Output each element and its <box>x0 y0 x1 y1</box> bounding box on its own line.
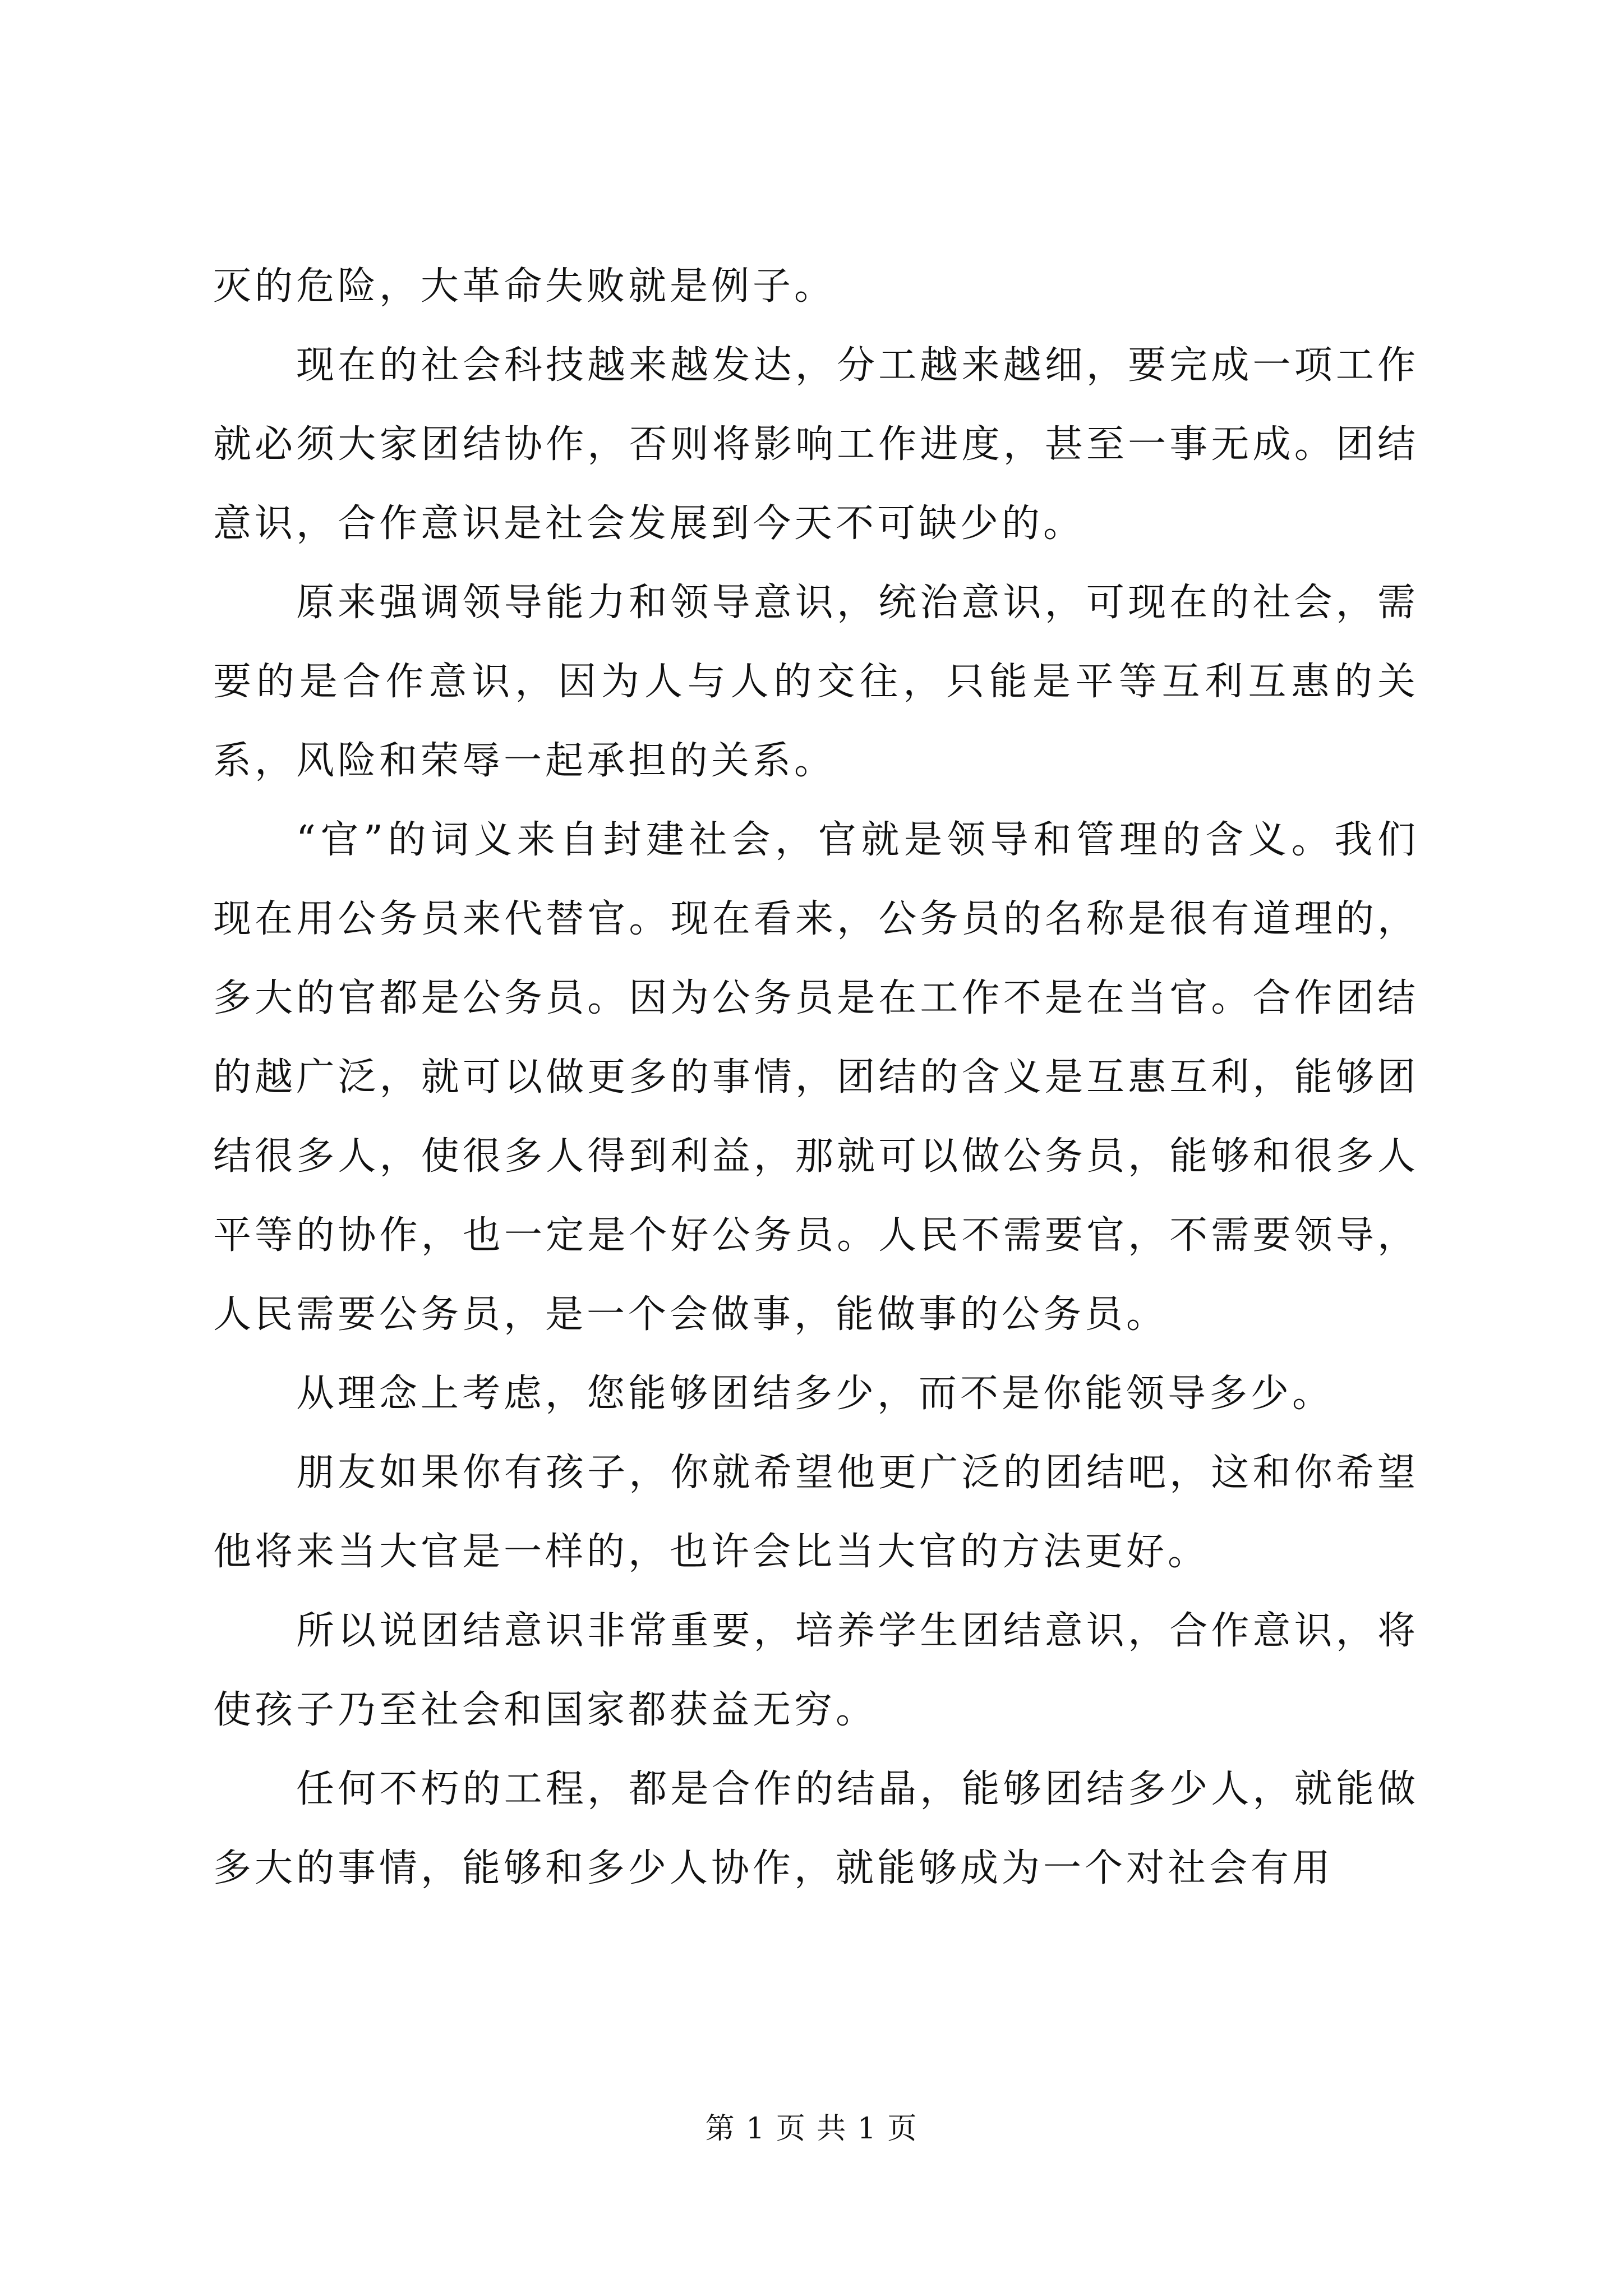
paragraph-2: 现在的社会科技越来越发达，分工越来越细，要完成一项工作就必须大家团结协作，否则将影响工作进度，甚至一事无成。团结意识，合作意识是社会发展到今天不可缺少的。 <box>213 343 1419 546</box>
paragraph-8: 任何不朽的工程，都是合作的结晶，能够团结多少人，就能做多大的事情，能够和多少人协作，就能够成为一个对社会有用 <box>213 1767 1419 1890</box>
paragraph-4: “官”的词义来自封建社会，官就是领导和管理的含义。我们现在用公务员来代替官。现在看来，公务员的名称是很有道理的，多大的官都是公务员。因为公务员是在工作不是在当官。合作团结的越广泛，就可以做更多的事情，团结的含义是互惠互利，能够团结很多人，使很多人得到利益，那就可以做公务员，能够和很多人平等的协作，也一定是个好公务员。人民不需要官，不需要领导，人民需要公务员，是一个会做事，能做事的公务员。 <box>213 818 1419 1337</box>
paragraph-7: 所以说团结意识非常重要，培养学生团结意识，合作意识，将使孩子乃至社会和国家都获益无穷。 <box>213 1609 1419 1732</box>
paragraph-3: 原来强调领导能力和领导意识，统治意识，可现在的社会，需要的是合作意识，因为人与人的交往，只能是平等互利互惠的关系，风险和荣辱一起承担的关系。 <box>213 581 1419 783</box>
paragraph-6: 朋友如果你有孩子，你就希望他更广泛的团结吧，这和你希望他将来当大官是一样的，也许会比当大官的方法更好。 <box>213 1451 1419 1574</box>
paragraph-1: 灭的危险，大革命失败就是例子。 <box>213 264 836 309</box>
page-footer: 第 1 页 共 1 页 <box>705 2112 918 2146</box>
document-body <box>213 247 1419 1908</box>
paragraph-5: 从理念上考虑，您能够团结多少，而不是你能领导多少。 <box>296 1372 1334 1416</box>
